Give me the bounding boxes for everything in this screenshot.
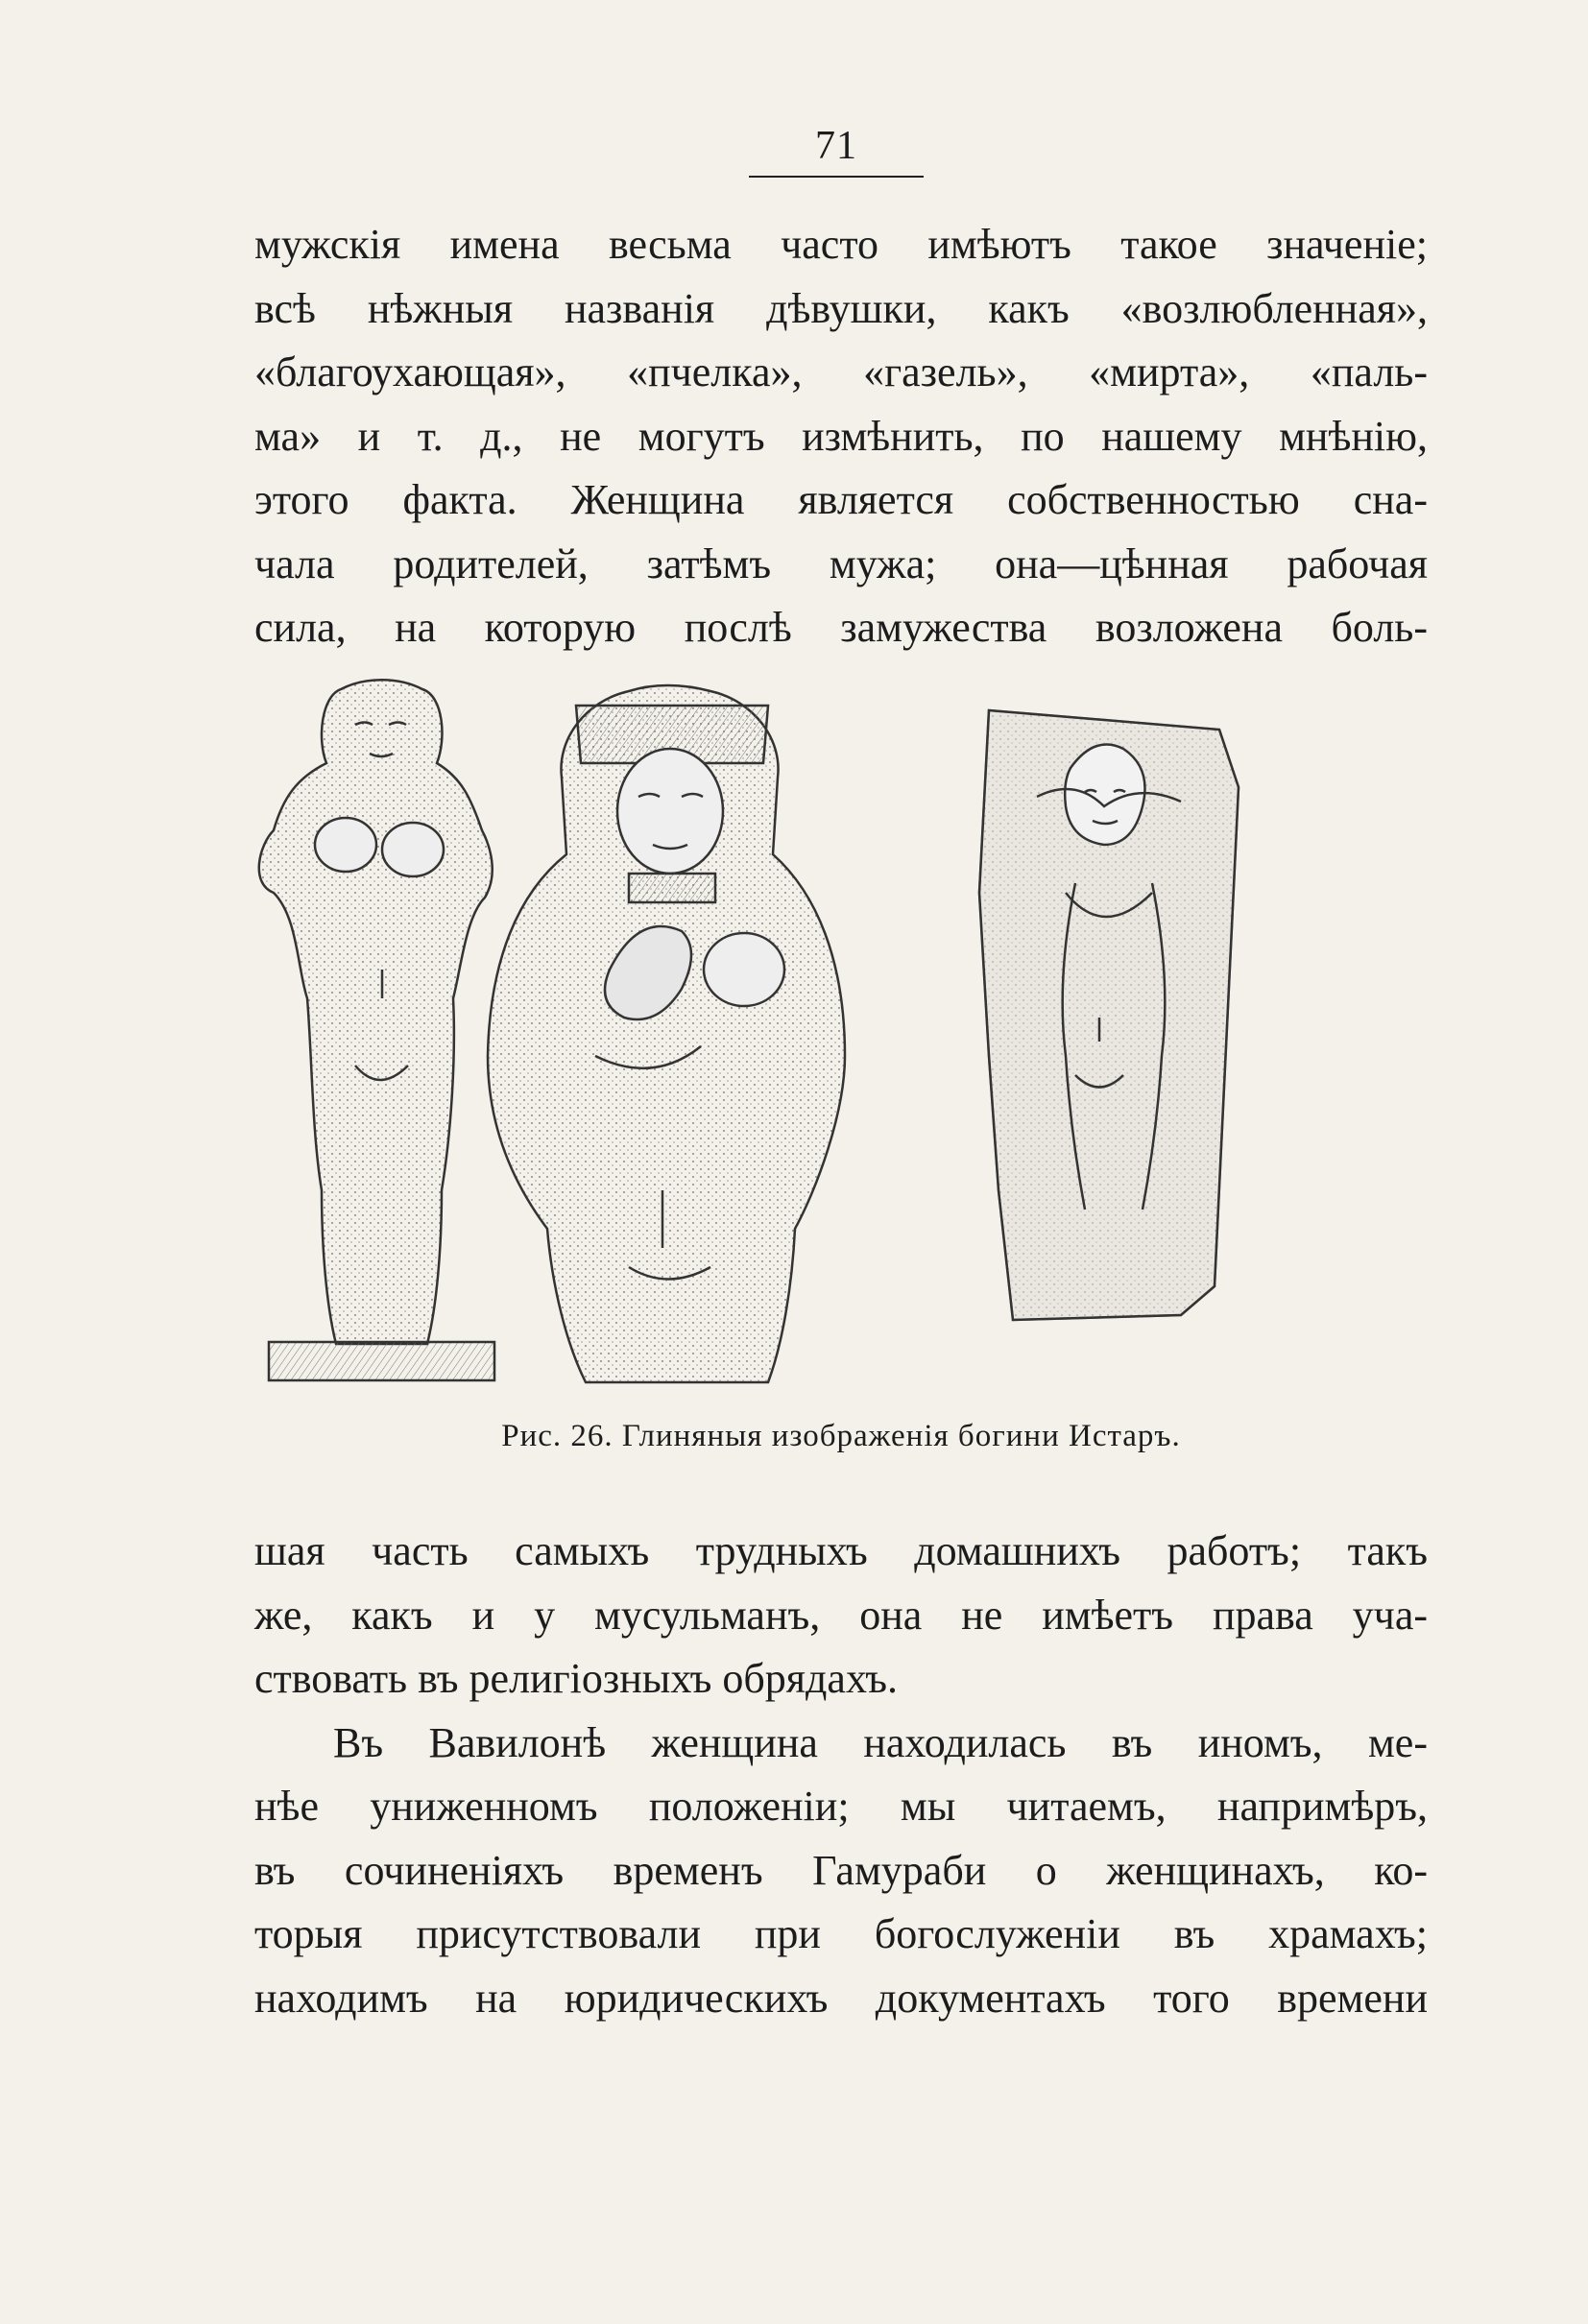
page-number: 71 — [815, 124, 857, 168]
text-line: «благоухающая», «пчелка», «газель», «мирта», «паль- — [254, 348, 1428, 395]
text-bottom — [254, 1520, 1428, 2030]
text-line: находимъ на юридическихъ документахъ того времени — [254, 1974, 1428, 2022]
text-line: мужскія имена весьма часто имѣютъ такое значеніе; — [254, 221, 1428, 268]
text-line: же, какъ и у мусульманъ, она не имѣетъ права уча- — [254, 1591, 1428, 1639]
figurines-illustration — [230, 653, 1421, 1421]
text-line: ствовать въ религіозныхъ обрядахъ. — [254, 1655, 899, 1702]
text-line: въ сочиненіяхъ временъ Гамураби о женщинахъ, ко- — [254, 1846, 1428, 1894]
figure-caption: Рис. 26. Глиняныя изображенія богини Истаръ. — [501, 1419, 1181, 1453]
figure-ishtar-figurines — [230, 653, 1421, 1421]
figurine-right — [979, 710, 1239, 1320]
text-line: всѣ нѣжныя названія дѣвушки, какъ «возлюбленная», — [254, 284, 1428, 332]
figurine-left — [259, 680, 494, 1380]
text-line: этого факта. Женщина является собственностью сна- — [254, 476, 1428, 523]
text-line: Въ Вавилонѣ женщина находилась въ иномъ, ме- — [333, 1718, 1428, 1766]
text-line: шая часть самыхъ трудныхъ домашнихъ работъ; такъ — [254, 1527, 1428, 1574]
page-number-rule — [749, 176, 924, 178]
text-line: ма» и т. д., не могутъ измѣнить, по нашему мнѣнію, — [254, 412, 1428, 460]
figurine-center — [488, 685, 845, 1382]
text-line: торыя присутствовали при богослуженіи въ храмахъ; — [254, 1910, 1428, 1957]
text-line: сила, на которую послѣ замужества возложена боль- — [254, 604, 1428, 651]
text-top — [254, 213, 1428, 660]
text-line: нѣе униженномъ положеніи; мы читаемъ, напримѣръ, — [254, 1783, 1428, 1830]
text-line: чала родителей, затѣмъ мужа; она—цѣнная рабочая — [254, 539, 1428, 587]
